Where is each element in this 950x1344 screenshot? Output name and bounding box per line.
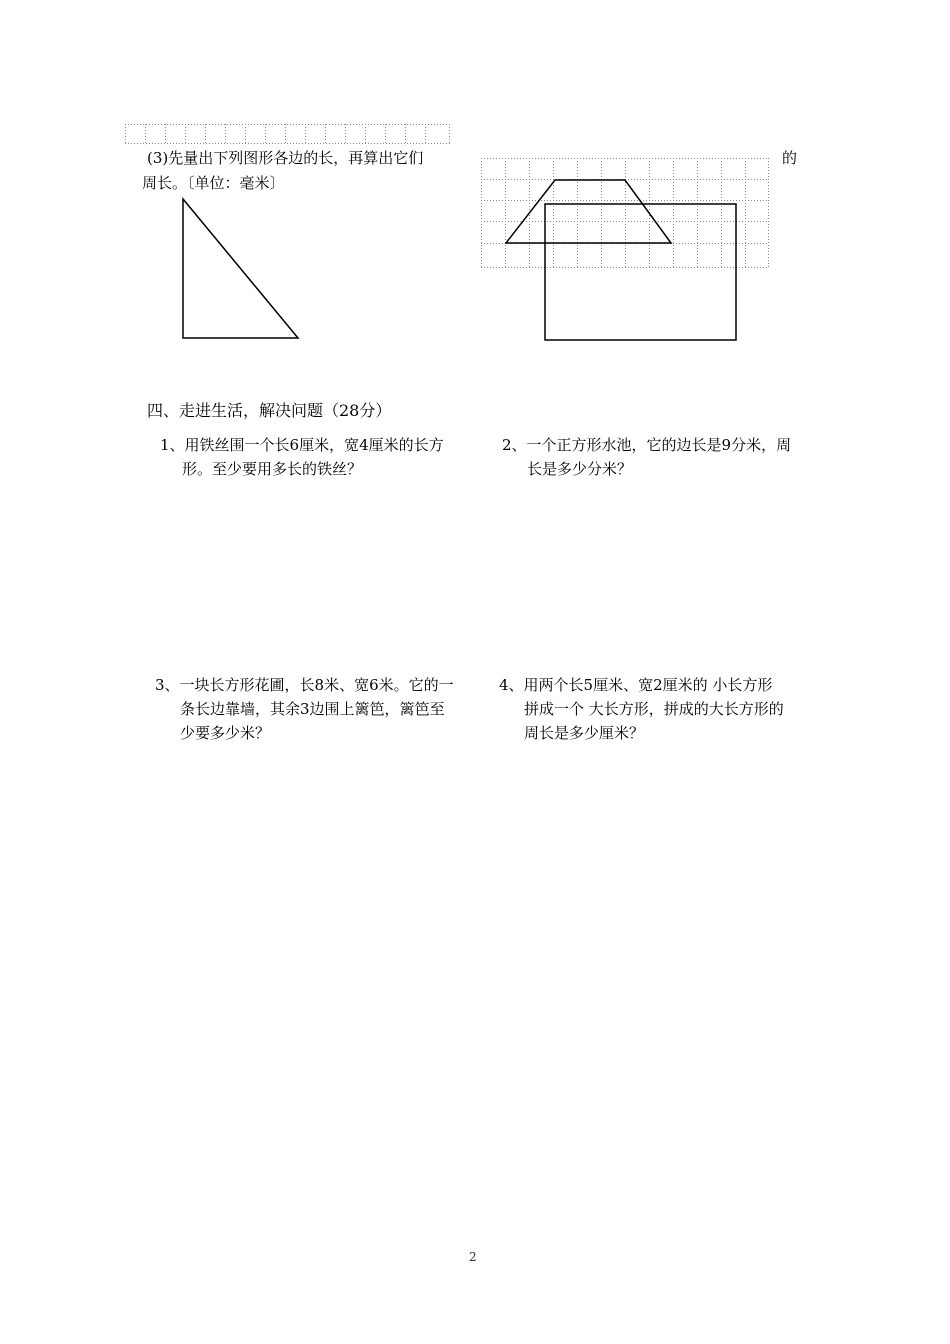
problem-1-line2: 形。至少要用多长的铁丝？ [182,460,363,478]
problem-3-line3: 少要多少米？ [180,724,271,742]
problem-2-line2: 长是多少分米？ [527,460,633,478]
problem-2-line1: 2、一个正方形水池，它的边长是9分米，周 [502,436,792,454]
question-3-line2: 周长。〔单位：毫米〕 [142,174,285,192]
trapezoid-shape [506,180,671,243]
problem-4-line1: 4、用两个长5厘米、宽2厘米的 小长方形 [499,676,773,694]
grid-figure [481,158,771,344]
rectangle-shape [545,204,736,340]
problem-3-line1: 3、一块长方形花圃，长8米、宽6米。它的一 [155,676,454,694]
page-number: 2 [469,1250,477,1264]
problem-1-line1: 1、用铁丝围一个长6厘米，宽4厘米的长方 [160,436,444,454]
problem-4-line2: 拼成一个 大长方形，拼成的大长方形的 [524,700,784,718]
problem-4-line3: 周长是多少厘米？ [524,724,645,742]
section-4-heading: 四、走进生活，解决问题（28分） [147,401,392,420]
question-3-line1: (3)先量出下列图形各边的长，再算出它们 [147,149,424,167]
question-3-tail: 的 [782,149,798,167]
top-dotted-grid [125,124,451,144]
problem-3-line2: 条长边靠墙，其余3边围上篱笆，篱笆至 [180,700,445,718]
right-triangle-figure [180,196,302,342]
